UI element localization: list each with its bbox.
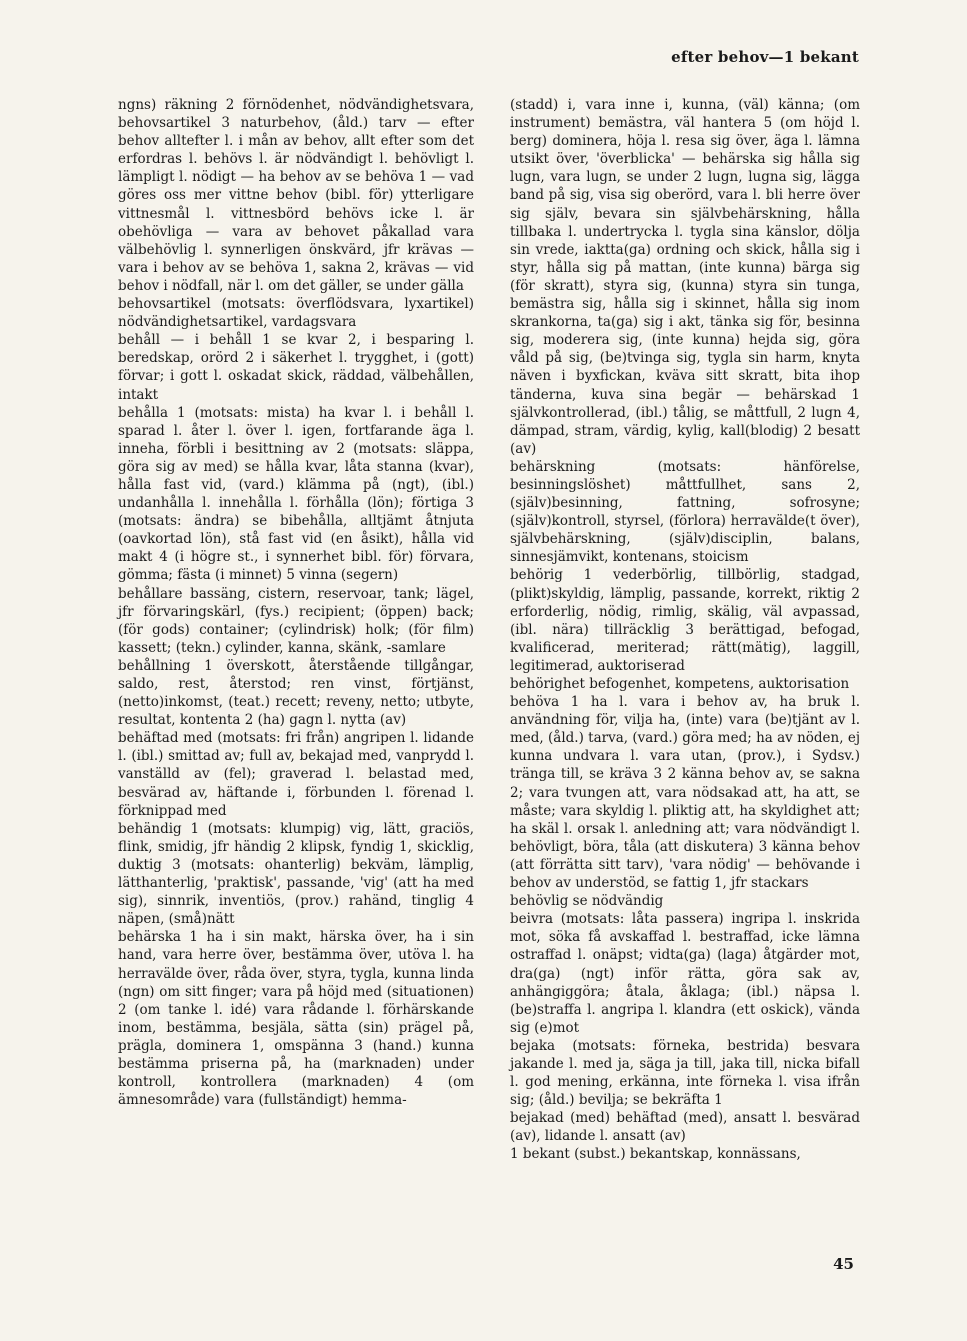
entry-behalla: behålla 1 (motsats: mista) ha kvar l. i behåll l. sparad l. åter l. över l. igen, fortfarande äga l. inneha, förbli i besittning av 2 (motsats: släppa, göra sig av med) se hålla kvar, låta stanna (kvar), hålla fast vid, (vard.) klämma på (ngt), (ibl.) undanhålla l. innehålla l. förhålla (lön); förtiga 3 (motsats: ändra) se bibehålla, alltjämt åtnjuta (oavkortad lön), stå fast vid (en åsikt), hålla vid makt 4 (i högre st., i synnerhet bibl. för) förvara, gömma; fästa (i minnet) 5 vinna (segern) [118,404,474,584]
entry-behallning: behållning 1 överskott, återstående tillgångar, saldo, rest, återstod; ren vinst, förtjänst, (netto)inkomst, (teat.) recett; reveny, netto; utbyte, resultat, kontenta 2 (ha) gagn l. nytta (av) [118,657,474,729]
entry-behorighet: behörighet befogenhet, kompetens, auktorisation [510,676,850,692]
entry-behovlig: behövlig se nödvändig [510,893,664,910]
entry-behova: behöva 1 ha l. vara i behov av, ha bruk l. användning för, vilja ha, (inte) vara (be)tjänt av l. med, (åld.) tarva, (vard.) göra med; ha av nöden, ej kunna undvara l. vara utan, (prov.), i Sydsv.) tränga till, se kräva 3 2 känna behov av, se sakna 2; vara tvungen att, vara nödsakad att, ha att, se måste; vara skyldig l. pliktig att, ha skyldighet att; ha skäl l. orsak l. anledning att; vara nödvändigt l. behövligt, böra, tåla (att diskutera) 3 känna behov (att förrätta sitt tarv), 'vara nödig' — behövande i behov av understöd, se fattig 1, jfr stackars [510,694,860,892]
entry-behandig: behändig 1 (motsats: klumpig) vig, lätt, graciös, flink, smidig, jfr händig 2 klipsk, fyndig 1, skicklig, duktig 3 (motsats: ohanterlig) bekväm, lämplig, lätthanterlig, 'praktisk', passande, 'vig' (att ha med sig), sinnrik, inventiös, (prov.) rahänd, tinglig 4 näpen, (små)nätt [118,820,474,928]
entry-behall: behåll — i behåll 1 se kvar 2, i besparing l. beredskap, orörd 2 i säkerhet l. trygghet, i (gott) förvar; i gott l. oskadat skick, räddad, välbehållen, intakt [118,332,474,403]
entry-bejaka: bejaka (motsats: förneka, bestrida) besvara jakande l. med ja, säga ja till, jaka till, nicka bifall l. god mening, erkänna, inte förneka l. visa ifrån sig; (åld.) bevilja; se bekräfta 1 [510,1037,860,1109]
entry-behorig: behörig 1 vederbörlig, tillbörlig, stadgad, (plikt)skyldig, lämplig, passande, korrekt, riktig 2 erforderlig, nödig, rimlig, skälig, väl avpassad, (ibl. nära) tillräcklig 3 berättigad, befogad, kvalificerad, meriterad; rätt(mätig), laggill, legitimerad, auktoriserad [510,567,860,674]
entry-behov-continued: ngns) räkning 2 förnödenhet, nödvändighetsvara, behovsartikel 3 naturbehov, (åld.) tarv — efter behov alltefter l. i mån av behov, allt efter som det erfordras l. behövs l. är nödvändigt l. behövligt l. lämpligt l. nödigt — ha behov av se behöva 1 — vad göres oss mer vittne behov (bibl. för) ytterligare vittnesmål l. vittnesbörd behövs icke l. är obehövliga — vara av behovet påkallad vara välbehövlig l. synnerligen önskvärd, jfr krävas — vara i behov av se behöva 1, sakna 2, krävas — vid behov i nödfall, när l. om det gäller, se under gälla [118,97,474,294]
entry-bejakad: bejakad (med) behäftad (med), ansatt l. besvärad (av), lidande l. ansatt (av) [510,1110,860,1145]
entry-behaftad-med: behäftad med (motsats: fri från) angripen l. lidande l. (ibl.) smittad av; full av, bekajad med, vanprydd l. vanställd av (fel); graverad l. belastad med, besvärad av, häftande i, förbunden l. förenad l. förknippad med [118,730,474,819]
entry-beivra: beivra (motsats: låta passera) ingripa l. inskrida mot, söka få avskaffad l. bestraffad, icke lämna ostraffad l. onäpst; vidta(ga) (laga) åtgärder mot, dra(ga) (ngt) inför rätta, göra sak av, anhängiggöra; åtala, åklaga; (ibl.) näpsa l. (be)straffa l. angripa l. klandra (ett oskick), vända sig (e)mot [510,911,860,1036]
entry-behovsartikel: behovsartikel (motsats: överflödsvara, lyxartikel) nödvändighetsartikel, vardagsvara [118,296,474,331]
page-header: efter behov—1 bekant [671,48,859,66]
entry-beharska-continued: (stadd) i, vara inne i, kunna, (väl) känna; (om instrument) bemästra, väl hantera 5 (om höjd l. berg) dominera, höja l. resa sig över, äga l. lämna utsikt över, 'överblicka' — behärska sig hålla sig lugn, vara lugn, se under 2 lugn, lugna sig, lägga band på sig, visa sig oberörd, vara l. bli herre över sig själv, bevara sin självbehärskning, hålla tillbaka l. undertrycka l. tygla sina känslor, dölja sin vrede, iaktta(ga) ordning och skick, hålla sig i styr, hålla sig på mattan, (inte kunna) bärga sig (för skratt), styra sig, (kunna) styra sin tunga, bemästra sig, hålla sig i skinnet, hålla sig inom skrankorna, ta(ga) sig i akt, tänka sig för, besinna sig, moderera sig, (inte kunna) hejda sig, göra våld på sig, (be)tvinga sig, tygla sin harm, knyta näven i byxfickan, kväva sitt skratt, bita ihop tänderna, kuva sina begär — behärskad 1 självkontrollerad, (ibl.) tålig, se måttfull, 2 lugn 4, dämpad, stram, värdig, kylig, kall(blodig) 2 besatt (av) [510,97,860,457]
entry-behallare: behållare bassäng, cistern, reservoar, tank; lägel, jfr förvaringskärl, (fys.) recipient; (öppen) back; (för gods) container; (cylindrisk) holk; (för film) kassett; (tekn.) cylinder, kanna, skänk, -samlare [118,585,474,656]
entry-beharska: behärska 1 ha i sin makt, härska över, ha i sin hand, vara herre över, bestämma över, utöva l. ha herravälde över, råda över, styra, tygla, kunna linda (ngn) om sitt finger; vara på höjd med (situationen) 2 (om tanke l. idé) vara rådande l. förhärskande inom, bestämma, besjäla, sätta (sin) prägel på, prägla, dominera 1, omspänna 3 (hand.) kunna bestämma priserna på, ha (marknaden) under kontroll, kontrollera (marknaden) 4 (om ämnesområde) vara (fullständigt) hemma- [118,929,474,1109]
right-column [510,96,860,1164]
left-column [118,96,474,1109]
entry-beharskning: behärskning (motsats: hänförelse, besinningslöshet) måttfullhet, sans 2, (själv)besinning, fattning, sofrosyne; (själv)kontroll, styrsel, (förlora) herravälde(t över), självbehärskning, (själv)disciplin, balans, sinnesjämvikt, kontenans, stoicism [510,458,860,566]
entry-bekant: 1 bekant (subst.) bekantskap, konnässans, [510,1146,801,1163]
page-number: 45 [833,1255,854,1273]
